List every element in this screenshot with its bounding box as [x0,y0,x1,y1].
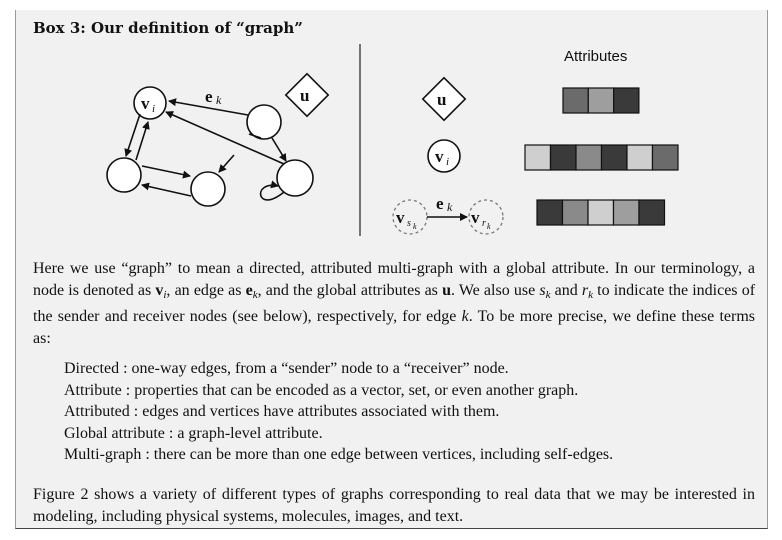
attribute-cell [639,200,665,225]
attribute-cell [614,200,640,225]
attribute-cell [588,200,614,225]
graph-node [107,158,141,192]
svg-text:v: v [435,147,444,166]
definitions-list [64,358,613,466]
legend-edge [393,194,503,234]
svg-text:u: u [437,90,447,109]
definition-item: Attribute : properties that can be encoded as a vector, set, or even another graph. [64,381,579,399]
svg-text:v: v [471,208,480,227]
svg-text:k: k [413,222,417,231]
attribute-cell [588,88,613,113]
edge-ek-label: e [205,87,213,106]
graph-node [191,172,225,206]
graph-edge [126,114,140,156]
graph-edge [142,166,190,176]
legend-global-diamond [423,78,465,120]
attribute-cell [525,145,551,170]
svg-text:u: u [300,86,310,105]
svg-text:r: r [482,218,486,229]
graph-figure [16,10,769,250]
definition-item: Global attribute : a graph-level attribute. [64,424,323,442]
node-attribute-vector [525,145,678,170]
attributes-header: Attributes [564,48,628,65]
graph-edge [136,122,148,160]
definition-item: Multi-graph : there can be more than one edge between vertices, including self-edges. [64,446,614,463]
attribute-cell [537,200,563,225]
attribute-cell [563,88,588,113]
attribute-cell [653,145,679,170]
definition-item: Attributed : edges and vertices have attributes associated with them. [64,403,500,420]
edge-ek-sub: k [216,93,222,107]
intro-paragraph: Here we use “graph” to mean a directed, attributed multi-graph with a global attribute. In our terminology, a node is denoted as $v_i$, an edge as $e_k$, and the global attributes as u. We also use $s_k$ and $r_k$ to indicate the indices of the sender and receiver nodes (see below), respectively, for edge k. To be more precise, we define these terms as: [33,260,756,347]
svg-text:e: e [436,194,444,213]
closing-paragraph: Figure 2 shows a variety of different types of graphs corresponding to real data that we may be interested in modeling, including physical systems, molecules, images, and text. [33,486,755,525]
node-vi-label: v [141,94,150,113]
box-title: Box 3: Our definition of “graph” [33,19,303,37]
svg-text:k: k [487,222,491,231]
global-u-diamond [286,74,328,116]
svg-text:k: k [447,200,453,214]
svg-text:s: s [407,218,411,229]
global-attribute-vector [563,88,639,113]
legend-node [428,140,460,172]
attribute-cell [551,145,577,170]
attribute-cell [576,145,602,170]
svg-text:v: v [396,208,405,227]
svg-text:i: i [446,156,450,168]
definition-item: Directed : one-way edges, from a “sender” node to a “receiver” node. [64,360,509,377]
graph-edge [219,155,234,172]
graph-node-vi [134,87,166,119]
node-vi-sub: i [152,103,156,115]
edge-attribute-vector [537,200,665,225]
attribute-cell [602,145,628,170]
graph-node [247,105,281,139]
attribute-cell [627,145,653,170]
graph-edge [142,185,191,196]
attribute-cell [563,200,589,225]
attribute-cell [614,88,639,113]
definition-box [15,10,768,529]
graph-node [277,160,313,196]
graph-edge [272,138,286,161]
